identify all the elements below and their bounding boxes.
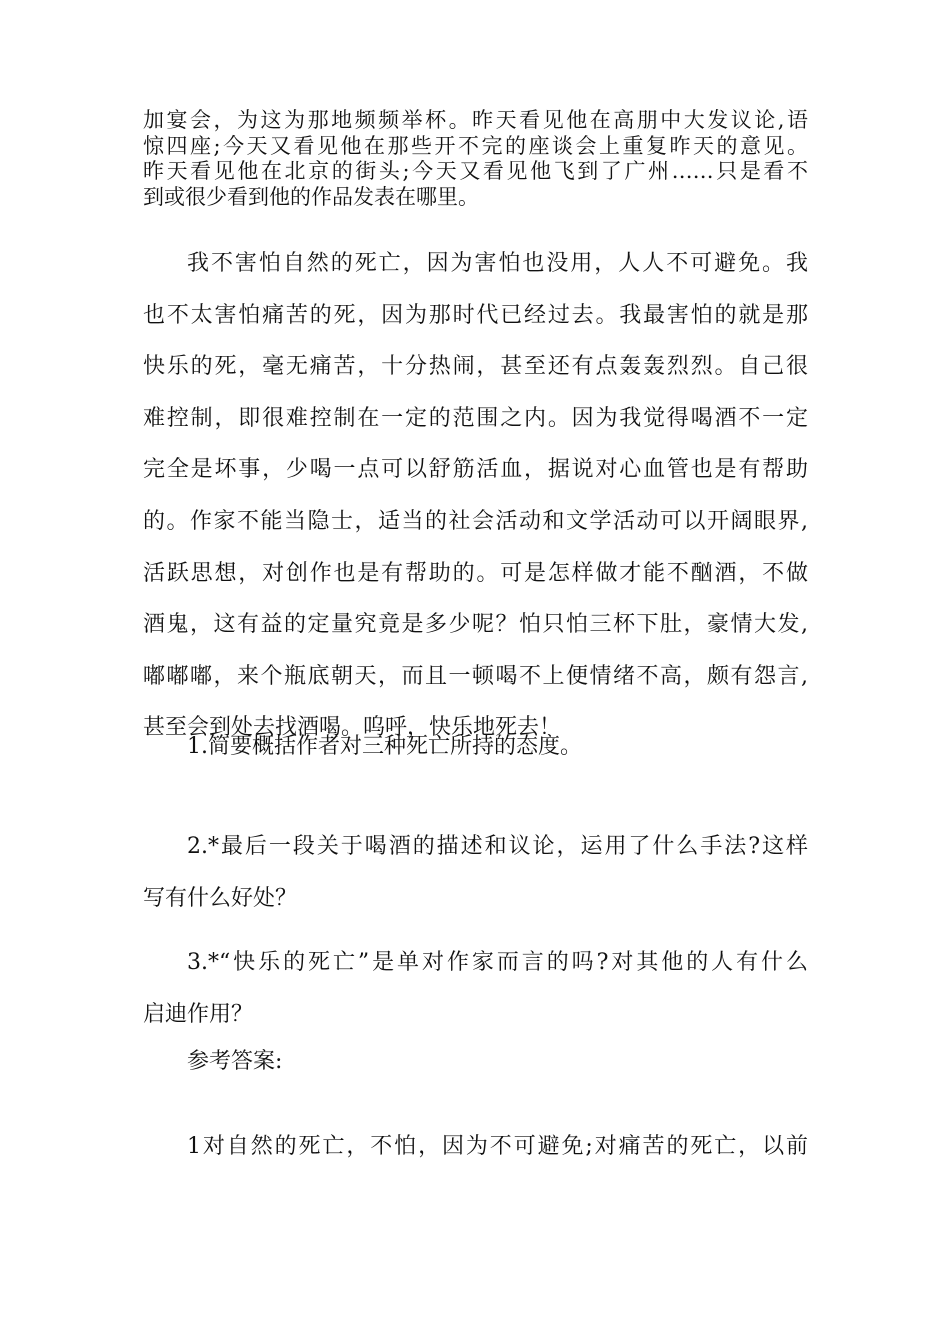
question-1 — [143, 727, 808, 779]
text-line: 到或很少看到他的作品发表在哪里。 — [143, 184, 479, 209]
text-line: 1.简要概括作者对三种死亡所持的态度。 — [187, 734, 582, 759]
answer-heading — [143, 1042, 808, 1094]
text-line: 昨天看见他在北京的街头;今天又看见他飞到了广州……只是看不 — [143, 159, 808, 183]
text-line: 甚至会到处去找酒喝。呜呼，快乐地死去！ — [143, 715, 562, 741]
text-line: 活跃思想，对创作也是有帮助的。可是怎样做才能不酗酒，不做 — [143, 560, 808, 586]
text-line: 1对自然的死亡，不怕，因为不可避免;对痛苦的死亡，以前 — [187, 1134, 808, 1159]
text-line: 嘟嘟嘟，来个瓶底朝天，而且一顿喝不上便情绪不高，颇有怨言, — [143, 663, 808, 689]
text-line: 写有什么好处？ — [143, 885, 298, 911]
paragraph-death-fear — [143, 244, 808, 760]
text-line: 酒鬼，这有益的定量究竟是多少呢？怕只怕三杯下肚，豪情大发, — [143, 612, 808, 638]
text-line: 也不太害怕痛苦的死，因为那时代已经过去。我最害怕的就是那 — [143, 302, 808, 328]
text-line: 启迪作用？ — [143, 1001, 254, 1027]
text-line: 我不害怕自然的死亡，因为害怕也没用，人人不可避免。我 — [187, 251, 808, 276]
text-line: 的。作家不能当隐士，适当的社会活动和文学活动可以开阔眼界, — [143, 508, 808, 534]
text-line: 难控制，即很难控制在一定的范围之内。因为我觉得喝酒不一定 — [143, 405, 808, 431]
text-line: 完全是坏事，少喝一点可以舒筋活血，据说对心血管也是有帮助 — [143, 457, 808, 483]
question-2 — [143, 827, 808, 930]
text-line: 快乐的死，毫无痛苦，十分热闹，甚至还有点轰轰烈烈。自己很 — [143, 354, 808, 380]
answer-1 — [143, 1127, 808, 1179]
paragraph-continuation — [143, 108, 808, 210]
text-line: 3.*“快乐的死亡”是单对作家而言的吗?对其他的人有什么 — [187, 950, 808, 975]
text-line: 参考答案: — [187, 1049, 283, 1074]
text-line: 2.*最后一段关于喝酒的描述和议论，运用了什么手法?这样 — [187, 834, 808, 859]
text-line: 惊四座;今天又看见他在那些开不完的座谈会上重复昨天的意见。 — [143, 133, 808, 158]
question-3 — [143, 943, 808, 1046]
text-line: 加宴会，为这为那地频频举杯。昨天看见他在高朋中大发议论,语 — [143, 108, 808, 132]
